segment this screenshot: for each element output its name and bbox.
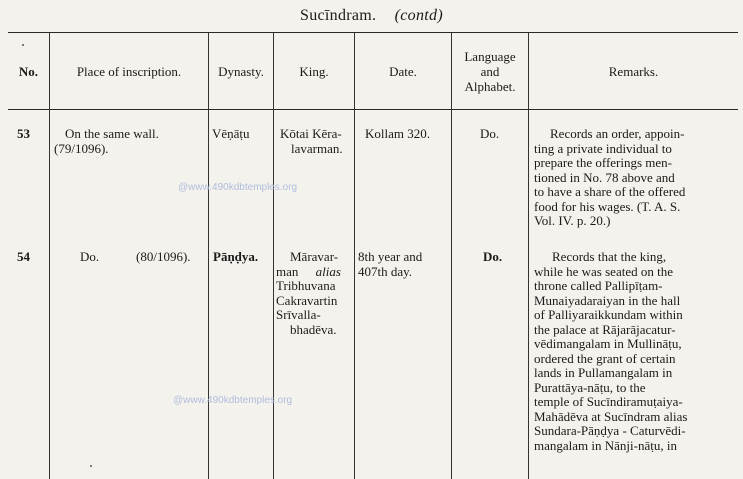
row-53-place-line: (79/1096). <box>54 140 109 156</box>
remarks-line: Vol. IV. p. 20.) <box>534 213 611 228</box>
row-54-king-line <box>276 265 352 280</box>
remarks-line: lands in Pullamangalam in <box>534 365 673 380</box>
header-language <box>452 34 528 108</box>
header-no: No. <box>18 63 39 79</box>
row-54-date <box>358 250 422 279</box>
row-54-date-line: 8th year and <box>358 249 423 264</box>
scan-speck <box>22 44 24 46</box>
remarks-line: Munaiyadaraiyan in the hall <box>534 292 681 308</box>
running-head-contd: (contd) <box>394 7 443 24</box>
remarks-line: prepare the offerings men- <box>534 155 673 170</box>
running-head <box>0 7 743 25</box>
row-53-king-line: lavarman. <box>291 140 343 156</box>
remarks-line: while he was seated on the <box>534 263 673 279</box>
header-bottom-rule <box>8 109 738 110</box>
remarks-line: temple of Sucīndiramuṭaiya- <box>534 394 683 409</box>
remarks-line: ting a private individual to <box>534 140 672 156</box>
row-54-king-line: Srīvalla- <box>276 307 321 322</box>
header-remarks: Remarks. <box>608 63 659 79</box>
remarks-line: throne called Pallipīṭam- <box>534 278 663 293</box>
remarks-line: Purattāya-nāṭu, to the <box>534 379 646 395</box>
row-54-dynasty: Pāṇḍya. <box>213 249 259 264</box>
row-54-language: Do. <box>483 249 503 264</box>
remarks-line: tioned in No. 78 above and <box>534 169 675 185</box>
row-54-remarks <box>534 250 734 453</box>
watermark-text: @www.490kdbtemples.org <box>173 395 293 406</box>
remarks-line: Records an order, appoin- <box>550 126 685 141</box>
row-53-place-line: On the same wall. <box>65 126 159 141</box>
remarks-line: food for his wages. (T. A. S. <box>534 198 681 214</box>
remarks-line: ordered the grant of certain <box>534 350 676 366</box>
scan-speck <box>90 465 92 467</box>
row-53-king-line: Kōtai Kēra- <box>280 126 342 141</box>
table-top-rule <box>8 32 738 33</box>
row-53-date: Kollam 320. <box>365 126 430 141</box>
row-54-king-line: bhadēva. <box>290 321 337 337</box>
remarks-line: of Palliyaraikkundam within <box>534 307 683 322</box>
row-54-place-do: Do. <box>80 249 100 264</box>
remarks-line: Sundara-Pāṇḍya - Caturvēdi- <box>534 423 686 438</box>
remarks-line: the palace at Rājarājacatur- <box>534 321 676 337</box>
header-date: Date. <box>389 63 417 79</box>
header-place: Place of inscription. <box>76 63 182 79</box>
row-53-place <box>54 127 206 156</box>
header-king: King. <box>299 63 329 79</box>
row-53-remarks <box>534 127 734 229</box>
header-language-line: Language <box>464 48 516 64</box>
row-54-king-alias: alias <box>315 263 341 279</box>
row-54-king-line: Tribhuvana <box>276 278 336 293</box>
row-54-king-man: man <box>276 263 299 279</box>
remarks-line: mangalam in Nānji-nāṭu, in <box>534 437 677 453</box>
row-54-king-line: Māravar- <box>290 249 339 264</box>
row-53-no: 53 <box>17 126 30 141</box>
row-53-language: Do. <box>480 126 500 141</box>
row-54-place-ref: (80/1096). <box>136 249 191 264</box>
row-54-date-line: 407th day. <box>358 263 413 279</box>
header-dynasty: Dynasty. <box>218 63 264 79</box>
row-54-king-line: Cakravartin <box>276 292 338 308</box>
header-language-line: and <box>480 63 500 79</box>
watermark-text: @www.490kdbtemples.org <box>178 182 298 193</box>
row-53-dynasty: Vēṇāṭu <box>212 126 250 141</box>
row-54-king <box>276 250 352 337</box>
row-53-king <box>280 127 343 156</box>
row-54-no: 54 <box>17 249 30 264</box>
remarks-line: Mahādēva at Sucīndram alias <box>534 408 688 424</box>
remarks-line: vēdimangalam in Mullināṭu, <box>534 336 682 351</box>
header-language-line: Alphabet. <box>464 78 516 94</box>
running-head-title: Sucīndram. <box>300 7 377 24</box>
remarks-line: to have a share of the offered <box>534 184 686 199</box>
remarks-line: Records that the king, <box>552 249 667 264</box>
